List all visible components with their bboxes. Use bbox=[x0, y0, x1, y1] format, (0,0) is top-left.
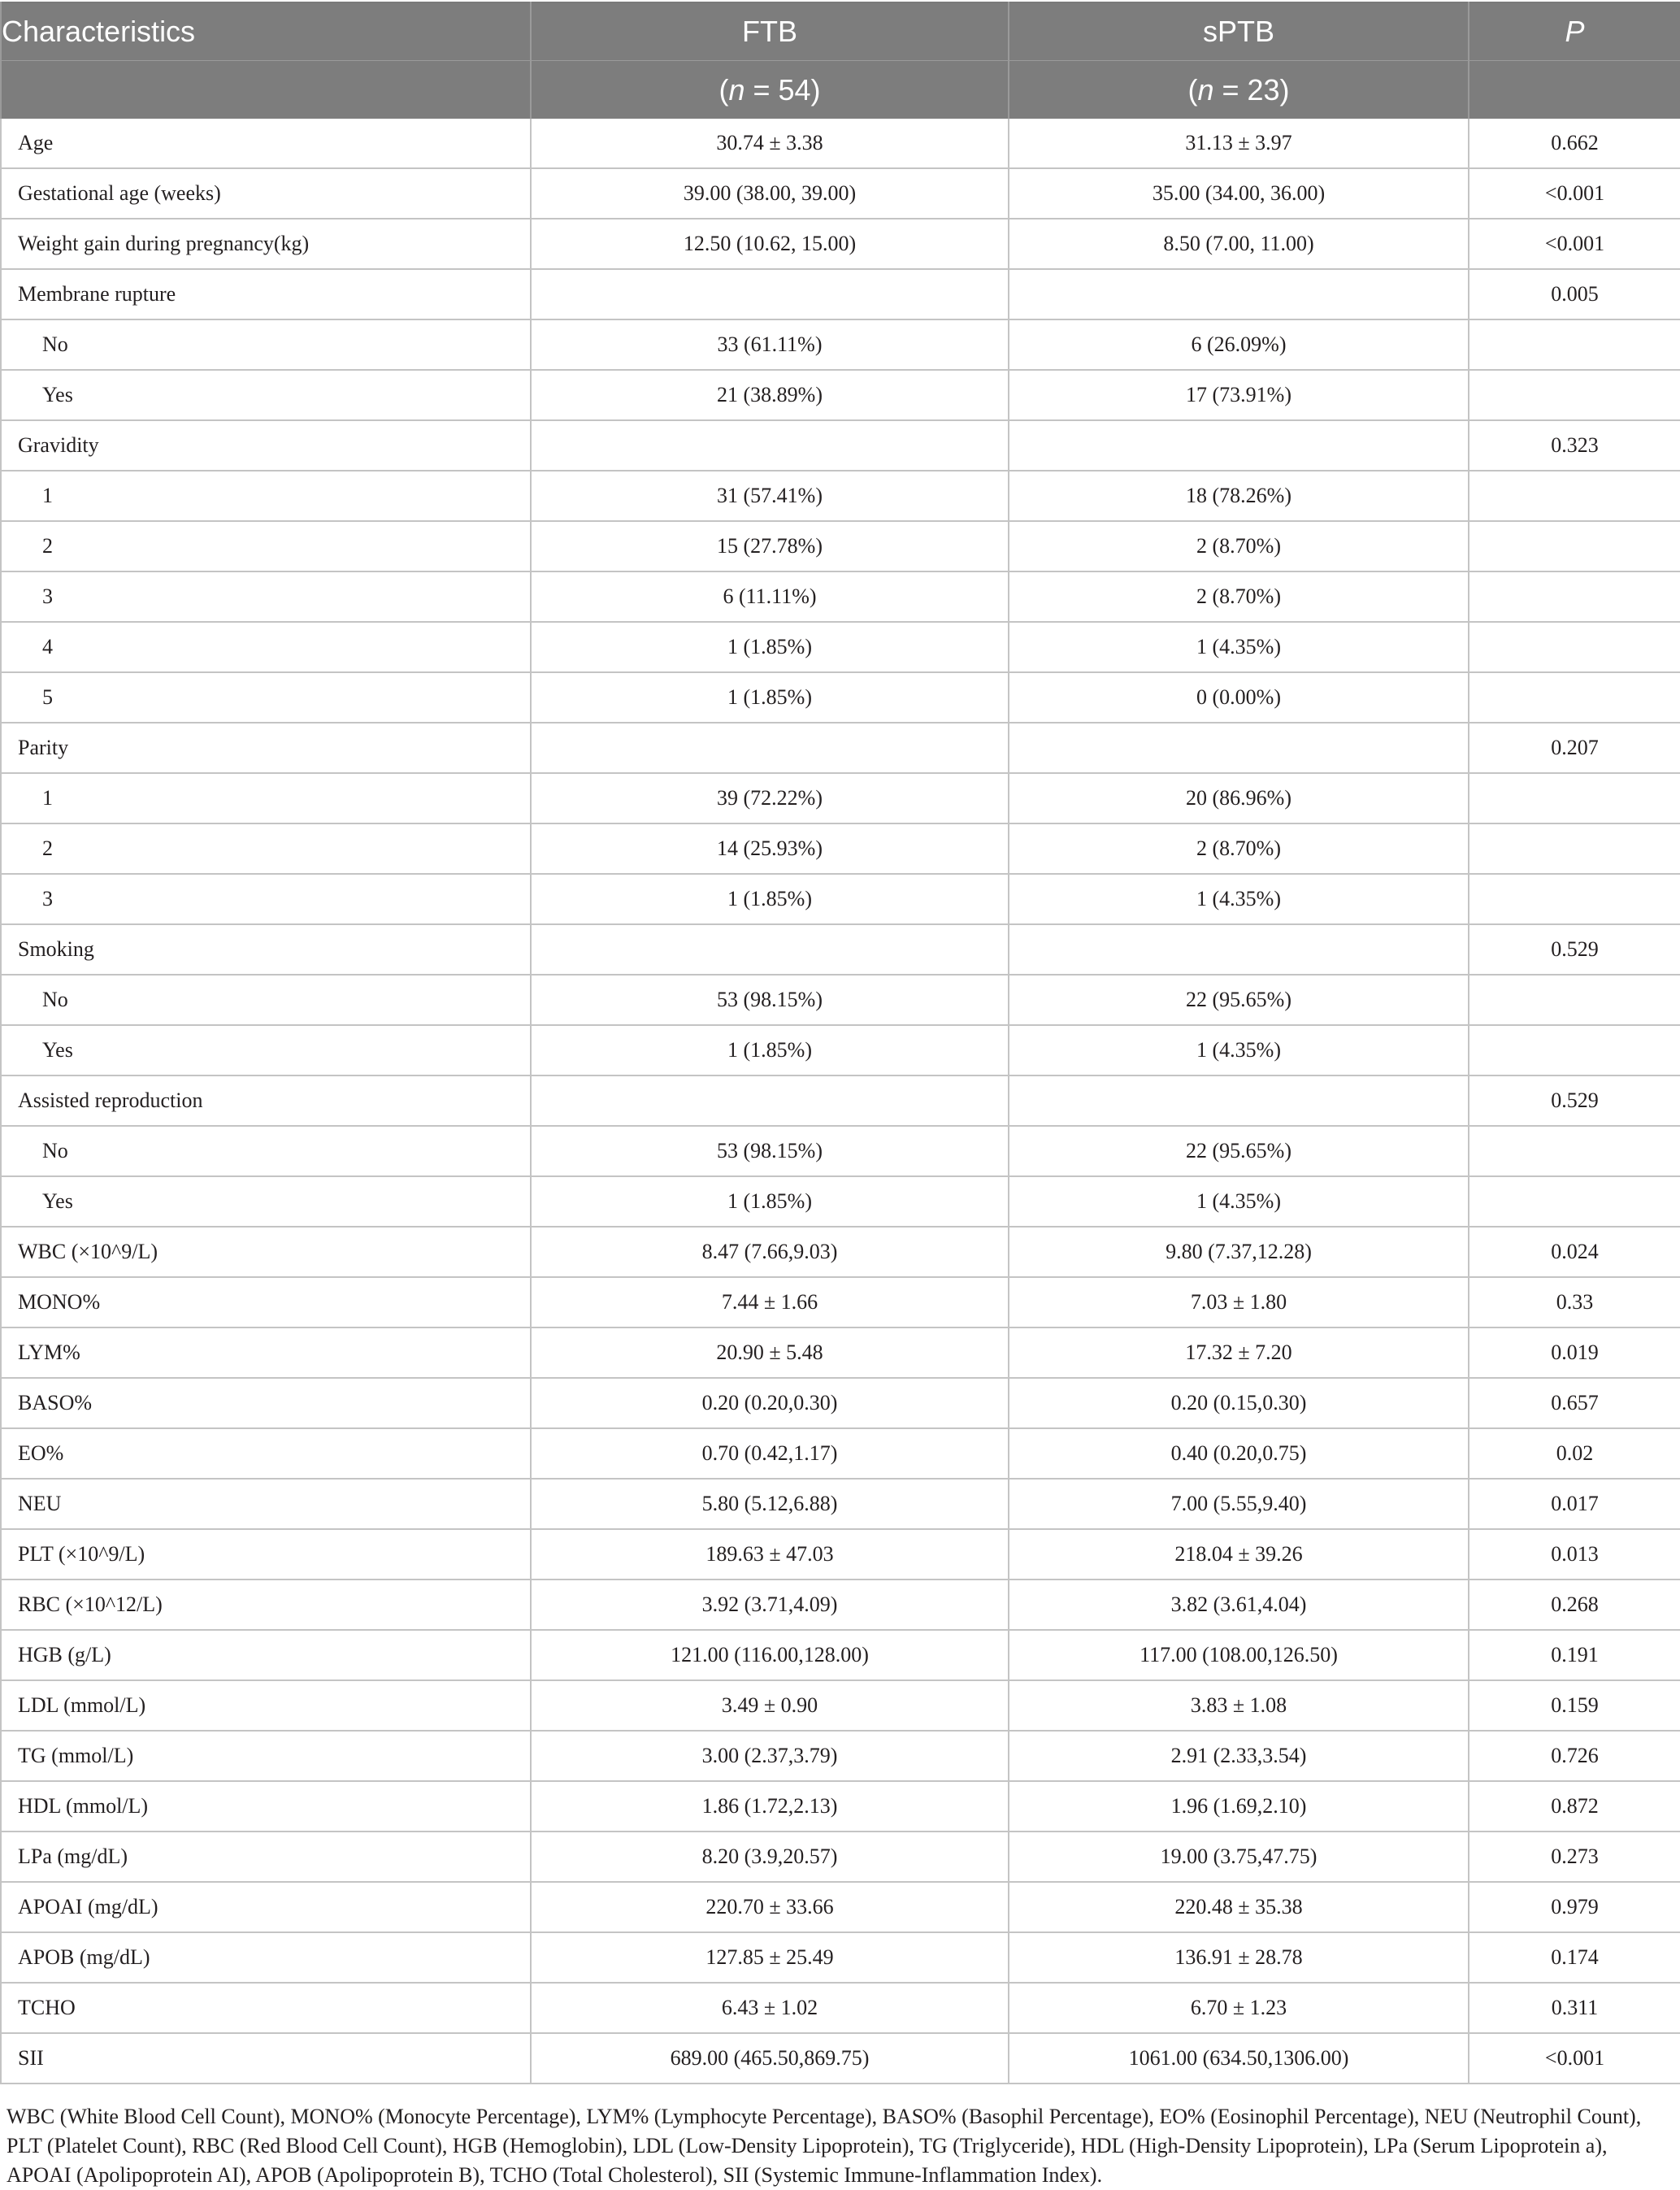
sptb-value: 220.48 ± 35.38 bbox=[1009, 1882, 1469, 1932]
table-row bbox=[1, 1277, 1680, 1327]
sptb-value: 1 (4.35%) bbox=[1009, 1176, 1469, 1227]
sptb-value: 0.20 (0.15,0.30) bbox=[1009, 1378, 1469, 1428]
sptb-value: 2.91 (2.33,3.54) bbox=[1009, 1731, 1469, 1781]
table-row bbox=[1, 1176, 1680, 1227]
table-row bbox=[1, 2033, 1680, 2084]
row-label: Yes bbox=[1, 1176, 531, 1227]
row-label: No bbox=[1, 975, 531, 1025]
header-p-value bbox=[1469, 2, 1680, 61]
ftb-value: 127.85 ± 25.49 bbox=[531, 1932, 1009, 1983]
row-label: TG (mmol/L) bbox=[1, 1731, 531, 1781]
p-value bbox=[1469, 823, 1680, 874]
ftb-value: 1 (1.85%) bbox=[531, 1176, 1009, 1227]
ftb-value: 6 (11.11%) bbox=[531, 571, 1009, 622]
sptb-value: 2 (8.70%) bbox=[1009, 571, 1469, 622]
sptb-value: 1.96 (1.69,2.10) bbox=[1009, 1781, 1469, 1832]
row-label: MONO% bbox=[1, 1277, 531, 1327]
row-label: Parity bbox=[1, 723, 531, 773]
header-ftb-n bbox=[531, 61, 1009, 119]
p-value: <0.001 bbox=[1469, 219, 1680, 269]
p-value bbox=[1469, 471, 1680, 521]
sptb-value: 35.00 (34.00, 36.00) bbox=[1009, 168, 1469, 219]
row-label: EO% bbox=[1, 1428, 531, 1479]
sptb-value: 7.00 (5.55,9.40) bbox=[1009, 1479, 1469, 1529]
ftb-value: 121.00 (116.00,128.00) bbox=[531, 1630, 1009, 1680]
row-label: 2 bbox=[1, 521, 531, 571]
table-row bbox=[1, 1378, 1680, 1428]
p-value: 0.726 bbox=[1469, 1731, 1680, 1781]
table-row bbox=[1, 975, 1680, 1025]
sptb-value: 22 (95.65%) bbox=[1009, 975, 1469, 1025]
table-row bbox=[1, 168, 1680, 219]
p-value: 0.657 bbox=[1469, 1378, 1680, 1428]
p-value bbox=[1469, 622, 1680, 672]
row-label: Age bbox=[1, 119, 531, 168]
p-value: 0.872 bbox=[1469, 1781, 1680, 1832]
sptb-value: 136.91 ± 28.78 bbox=[1009, 1932, 1469, 1983]
table-row bbox=[1, 1025, 1680, 1075]
header-sptb: sPTB bbox=[1009, 2, 1469, 61]
sptb-value: 1 (4.35%) bbox=[1009, 1025, 1469, 1075]
p-value: 0.024 bbox=[1469, 1227, 1680, 1277]
table-row bbox=[1, 773, 1680, 823]
row-label: Yes bbox=[1, 370, 531, 420]
row-label: SII bbox=[1, 2033, 531, 2084]
ftb-value: 1 (1.85%) bbox=[531, 874, 1009, 924]
sptb-value: 1061.00 (634.50,1306.00) bbox=[1009, 2033, 1469, 2084]
ftb-value: 189.63 ± 47.03 bbox=[531, 1529, 1009, 1579]
ftb-value: 30.74 ± 3.38 bbox=[531, 119, 1009, 168]
ftb-value bbox=[531, 420, 1009, 471]
sptb-value bbox=[1009, 269, 1469, 319]
ftb-value: 39 (72.22%) bbox=[531, 773, 1009, 823]
p-value bbox=[1469, 571, 1680, 622]
row-label: LYM% bbox=[1, 1327, 531, 1378]
row-label: LPa (mg/dL) bbox=[1, 1832, 531, 1882]
table-row bbox=[1, 571, 1680, 622]
row-label: Yes bbox=[1, 1025, 531, 1075]
sptb-value: 20 (86.96%) bbox=[1009, 773, 1469, 823]
table-row bbox=[1, 1832, 1680, 1882]
p-value bbox=[1469, 319, 1680, 370]
sptb-value: 8.50 (7.00, 11.00) bbox=[1009, 219, 1469, 269]
row-label: APOAI (mg/dL) bbox=[1, 1882, 531, 1932]
p-value: 0.311 bbox=[1469, 1983, 1680, 2033]
sptb-value bbox=[1009, 924, 1469, 975]
p-value: 0.529 bbox=[1469, 924, 1680, 975]
sptb-n-symbol: n bbox=[1197, 72, 1214, 106]
ftb-value: 0.20 (0.20,0.30) bbox=[531, 1378, 1009, 1428]
sptb-value: 31.13 ± 3.97 bbox=[1009, 119, 1469, 168]
table-row bbox=[1, 1983, 1680, 2033]
table-row bbox=[1, 723, 1680, 773]
ftb-value: 12.50 (10.62, 15.00) bbox=[531, 219, 1009, 269]
ftb-value: 0.70 (0.42,1.17) bbox=[531, 1428, 1009, 1479]
sptb-value: 19.00 (3.75,47.75) bbox=[1009, 1832, 1469, 1882]
ftb-value: 1 (1.85%) bbox=[531, 672, 1009, 723]
ftb-value: 7.44 ± 1.66 bbox=[531, 1277, 1009, 1327]
ftb-value: 20.90 ± 5.48 bbox=[531, 1327, 1009, 1378]
row-label: Membrane rupture bbox=[1, 269, 531, 319]
sptb-value bbox=[1009, 1075, 1469, 1126]
ftb-value: 689.00 (465.50,869.75) bbox=[531, 2033, 1009, 2084]
ftb-value bbox=[531, 269, 1009, 319]
table-row bbox=[1, 1579, 1680, 1630]
sptb-value: 117.00 (108.00,126.50) bbox=[1009, 1630, 1469, 1680]
p-value: <0.001 bbox=[1469, 168, 1680, 219]
row-label: Smoking bbox=[1, 924, 531, 975]
row-label: 2 bbox=[1, 823, 531, 874]
table-row bbox=[1, 1428, 1680, 1479]
ftb-value bbox=[531, 1075, 1009, 1126]
p-value: 0.268 bbox=[1469, 1579, 1680, 1630]
sptb-value: 7.03 ± 1.80 bbox=[1009, 1277, 1469, 1327]
table-footnote: WBC (White Blood Cell Count), MONO% (Monocyte Percentage), LYM% (Lymphocyte Percentage), BASO% (Basophil Percentage), EO% (Eosinophil Percentage), NEU (Neutrophil Count), PLT (Platelet Count), RBC (Red Blood Cell Count), HGB (Hemoglobin), LDL (Low-Density Lipoprotein), TG (Triglyceride), HDL (High-Density Lipoprotein), LPa (Serum Lipoprotein a), APOAI (Apolipoprotein AI), APOB (Apolipoprotein B), TCHO (Total Cholesterol), SII (Systemic Immune-Inflammation Index). bbox=[7, 2105, 1642, 2187]
row-label: Gestational age (weeks) bbox=[1, 168, 531, 219]
sptb-value bbox=[1009, 723, 1469, 773]
row-label: 1 bbox=[1, 773, 531, 823]
table-row bbox=[1, 471, 1680, 521]
p-value bbox=[1469, 874, 1680, 924]
header-sptb-n bbox=[1009, 61, 1469, 119]
table-row bbox=[1, 1932, 1680, 1983]
ftb-value: 39.00 (38.00, 39.00) bbox=[531, 168, 1009, 219]
table-row bbox=[1, 1680, 1680, 1731]
row-label: NEU bbox=[1, 1479, 531, 1529]
table-row bbox=[1, 1529, 1680, 1579]
ftb-n-value: = 54) bbox=[744, 72, 821, 106]
sptb-value: 18 (78.26%) bbox=[1009, 471, 1469, 521]
sptb-value: 6.70 ± 1.23 bbox=[1009, 1983, 1469, 2033]
p-value: 0.174 bbox=[1469, 1932, 1680, 1983]
table-row bbox=[1, 1227, 1680, 1277]
table-row bbox=[1, 370, 1680, 420]
table-header bbox=[1, 2, 1680, 119]
sptb-value: 3.83 ± 1.08 bbox=[1009, 1680, 1469, 1731]
row-label: BASO% bbox=[1, 1378, 531, 1428]
ftb-value: 8.47 (7.66,9.03) bbox=[531, 1227, 1009, 1277]
characteristics-table bbox=[0, 2, 1680, 2084]
p-value bbox=[1469, 1126, 1680, 1176]
ftb-value: 6.43 ± 1.02 bbox=[531, 1983, 1009, 2033]
table-row bbox=[1, 1075, 1680, 1126]
row-label: Weight gain during pregnancy(kg) bbox=[1, 219, 531, 269]
p-value: 0.191 bbox=[1469, 1630, 1680, 1680]
ftb-value: 1 (1.85%) bbox=[531, 1025, 1009, 1075]
ftb-value: 14 (25.93%) bbox=[531, 823, 1009, 874]
header-row-titles bbox=[1, 2, 1680, 61]
p-value: 0.529 bbox=[1469, 1075, 1680, 1126]
sptb-value: 2 (8.70%) bbox=[1009, 823, 1469, 874]
table-row bbox=[1, 1479, 1680, 1529]
sptb-n-open: ( bbox=[1187, 72, 1198, 106]
row-label: PLT (×10^9/L) bbox=[1, 1529, 531, 1579]
header-row-sample-size bbox=[1, 61, 1680, 119]
table-row bbox=[1, 1781, 1680, 1832]
p-value: 0.979 bbox=[1469, 1882, 1680, 1932]
row-label: 3 bbox=[1, 874, 531, 924]
p-value: 0.013 bbox=[1469, 1529, 1680, 1579]
ftb-value: 15 (27.78%) bbox=[531, 521, 1009, 571]
row-label: TCHO bbox=[1, 1983, 531, 2033]
table-row bbox=[1, 521, 1680, 571]
row-label: WBC (×10^9/L) bbox=[1, 1227, 531, 1277]
p-value bbox=[1469, 521, 1680, 571]
ftb-value: 1 (1.85%) bbox=[531, 622, 1009, 672]
p-value: 0.005 bbox=[1469, 269, 1680, 319]
sptb-value: 2 (8.70%) bbox=[1009, 521, 1469, 571]
table-row bbox=[1, 420, 1680, 471]
p-value bbox=[1469, 1176, 1680, 1227]
sptb-value: 17.32 ± 7.20 bbox=[1009, 1327, 1469, 1378]
table-row bbox=[1, 823, 1680, 874]
ftb-value bbox=[531, 924, 1009, 975]
sptb-value: 1 (4.35%) bbox=[1009, 622, 1469, 672]
table-row bbox=[1, 672, 1680, 723]
sptb-value: 6 (26.09%) bbox=[1009, 319, 1469, 370]
sptb-value: 218.04 ± 39.26 bbox=[1009, 1529, 1469, 1579]
p-value bbox=[1469, 773, 1680, 823]
ftb-value: 3.49 ± 0.90 bbox=[531, 1680, 1009, 1731]
row-label: Assisted reproduction bbox=[1, 1075, 531, 1126]
p-value: 0.159 bbox=[1469, 1680, 1680, 1731]
p-value: 0.33 bbox=[1469, 1277, 1680, 1327]
row-label: No bbox=[1, 319, 531, 370]
row-label: 1 bbox=[1, 471, 531, 521]
table-row bbox=[1, 269, 1680, 319]
p-value: 0.017 bbox=[1469, 1479, 1680, 1529]
ftb-value: 31 (57.41%) bbox=[531, 471, 1009, 521]
ftb-value: 1.86 (1.72,2.13) bbox=[531, 1781, 1009, 1832]
header-empty-left bbox=[1, 61, 531, 119]
row-label: 4 bbox=[1, 622, 531, 672]
row-label: 3 bbox=[1, 571, 531, 622]
p-value: 0.207 bbox=[1469, 723, 1680, 773]
header-characteristics: Characteristics bbox=[1, 2, 531, 61]
sptb-value bbox=[1009, 420, 1469, 471]
row-label: Gravidity bbox=[1, 420, 531, 471]
row-label: LDL (mmol/L) bbox=[1, 1680, 531, 1731]
p-value: 0.019 bbox=[1469, 1327, 1680, 1378]
row-label: 5 bbox=[1, 672, 531, 723]
table-row bbox=[1, 119, 1680, 168]
sptb-value: 1 (4.35%) bbox=[1009, 874, 1469, 924]
ftb-value: 53 (98.15%) bbox=[531, 975, 1009, 1025]
row-label: HGB (g/L) bbox=[1, 1630, 531, 1680]
sptb-n-value: = 23) bbox=[1213, 72, 1290, 106]
p-value: 0.323 bbox=[1469, 420, 1680, 471]
ftb-value: 21 (38.89%) bbox=[531, 370, 1009, 420]
header-ftb: FTB bbox=[531, 2, 1009, 61]
sptb-value: 0.40 (0.20,0.75) bbox=[1009, 1428, 1469, 1479]
sptb-value: 17 (73.91%) bbox=[1009, 370, 1469, 420]
table-row bbox=[1, 1882, 1680, 1932]
table-row bbox=[1, 1630, 1680, 1680]
row-label: No bbox=[1, 1126, 531, 1176]
table-row bbox=[1, 1126, 1680, 1176]
ftb-value: 3.92 (3.71,4.09) bbox=[531, 1579, 1009, 1630]
table-row bbox=[1, 874, 1680, 924]
header-empty-right bbox=[1469, 61, 1680, 119]
p-value: 0.273 bbox=[1469, 1832, 1680, 1882]
p-value bbox=[1469, 1025, 1680, 1075]
p-value: 0.662 bbox=[1469, 119, 1680, 168]
ftb-value: 220.70 ± 33.66 bbox=[531, 1882, 1009, 1932]
table-row bbox=[1, 219, 1680, 269]
table-row bbox=[1, 622, 1680, 672]
sptb-value: 3.82 (3.61,4.04) bbox=[1009, 1579, 1469, 1630]
p-value bbox=[1469, 672, 1680, 723]
header-p-label: P bbox=[1565, 15, 1585, 48]
sptb-value: 22 (95.65%) bbox=[1009, 1126, 1469, 1176]
p-value bbox=[1469, 370, 1680, 420]
ftb-value: 53 (98.15%) bbox=[531, 1126, 1009, 1176]
row-label: HDL (mmol/L) bbox=[1, 1781, 531, 1832]
row-label: APOB (mg/dL) bbox=[1, 1932, 531, 1983]
sptb-value: 9.80 (7.37,12.28) bbox=[1009, 1227, 1469, 1277]
ftb-value: 33 (61.11%) bbox=[531, 319, 1009, 370]
ftb-value: 5.80 (5.12,6.88) bbox=[531, 1479, 1009, 1529]
table-row bbox=[1, 319, 1680, 370]
p-value: <0.001 bbox=[1469, 2033, 1680, 2084]
ftb-value: 8.20 (3.9,20.57) bbox=[531, 1832, 1009, 1882]
table-row bbox=[1, 1731, 1680, 1781]
sptb-value: 0 (0.00%) bbox=[1009, 672, 1469, 723]
row-label: RBC (×10^12/L) bbox=[1, 1579, 531, 1630]
table-body bbox=[1, 119, 1680, 2084]
table-row bbox=[1, 924, 1680, 975]
ftb-value bbox=[531, 723, 1009, 773]
p-value bbox=[1469, 975, 1680, 1025]
p-value: 0.02 bbox=[1469, 1428, 1680, 1479]
table-row bbox=[1, 1327, 1680, 1378]
ftb-n-symbol: n bbox=[728, 72, 745, 106]
ftb-n-open: ( bbox=[718, 72, 729, 106]
ftb-value: 3.00 (2.37,3.79) bbox=[531, 1731, 1009, 1781]
